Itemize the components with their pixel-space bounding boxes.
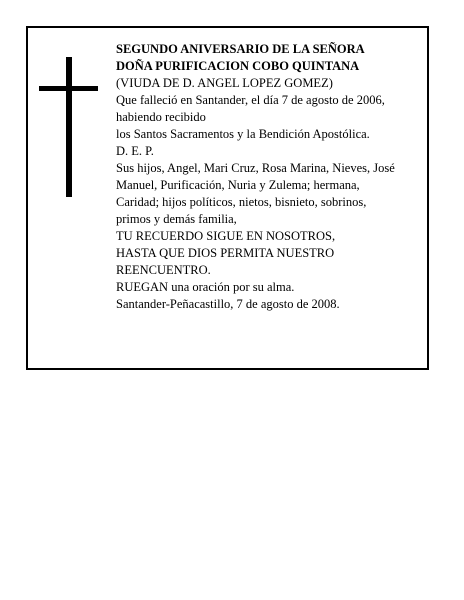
obituary-notice: [26, 26, 429, 370]
cross-horizontal-bar: [39, 86, 98, 91]
family-line-4: primos y demás familia,: [116, 212, 237, 226]
family-line-3: Caridad; hijos políticos, nietos, bisnieto, sobrinos,: [116, 195, 367, 209]
family-line-1: Sus hijos, Angel, Mari Cruz, Rosa Marina, Nieves, José: [116, 161, 395, 175]
family-line-2: Manuel, Purificación, Nuria y Zulema; hermana,: [116, 178, 360, 192]
memory-line-1: TU RECUERDO SIGUE EN NOSOTROS,: [116, 229, 336, 243]
memory-line-2: HASTA QUE DIOS PERMITA NUESTRO: [116, 246, 335, 260]
sacraments-line: los Santos Sacramentos y la Bendición Apostólica.: [116, 127, 370, 141]
widow-line: (VIUDA DE D. ANGEL LOPEZ GOMEZ): [116, 76, 333, 90]
prayer-line: RUEGAN una oración por su alma.: [116, 280, 295, 294]
notice-title-line-2: DOÑA PURIFICACION COBO QUINTANA: [116, 59, 360, 73]
memory-line-3: REENCUENTRO.: [116, 263, 211, 277]
death-line-1: Que falleció en Santander, el día 7 de agosto de 2006,: [116, 93, 385, 107]
dep-line: D. E. P.: [116, 144, 154, 158]
death-line-2: habiendo recibido: [116, 110, 206, 124]
notice-title-line-1: SEGUNDO ANIVERSARIO DE LA SEÑORA: [116, 42, 365, 56]
cross-vertical-bar: [66, 57, 72, 197]
notice-text: [116, 41, 426, 313]
place-date-line: Santander-Peñacastillo, 7 de agosto de 2008.: [116, 297, 340, 311]
